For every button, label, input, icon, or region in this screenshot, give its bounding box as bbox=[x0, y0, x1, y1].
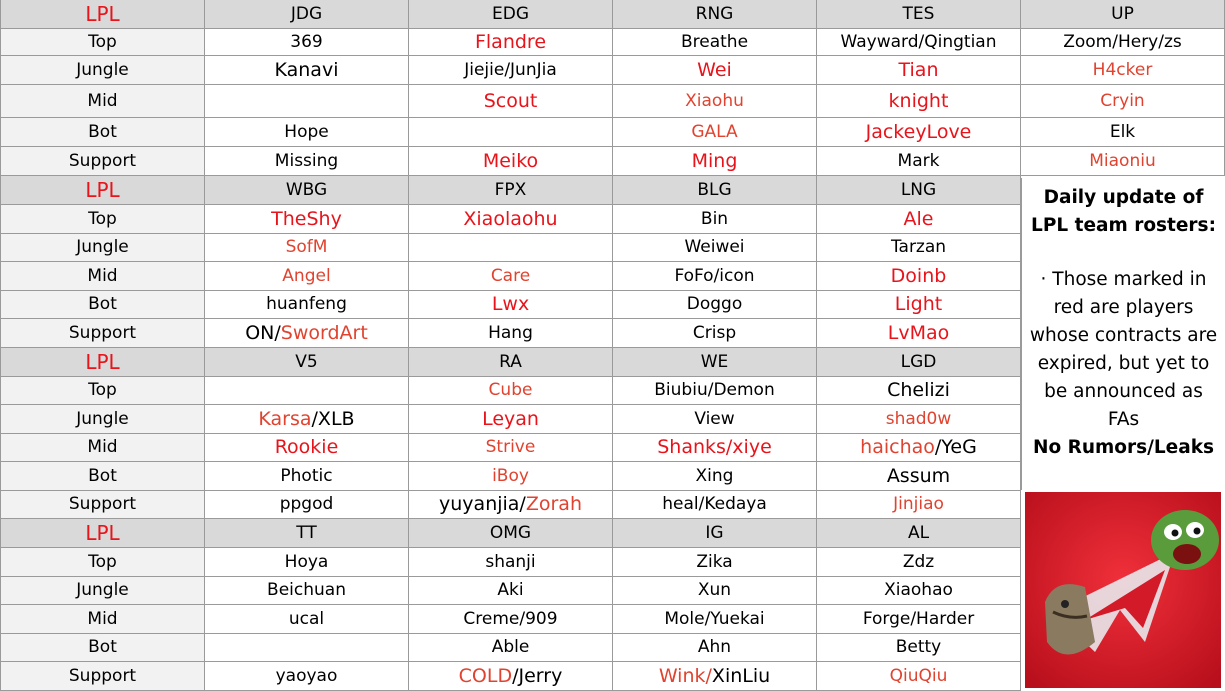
player-cell bbox=[817, 462, 1021, 491]
player-cell bbox=[409, 118, 613, 147]
role-label: Top bbox=[0, 205, 205, 234]
player-name: Shanks/xiye bbox=[657, 436, 772, 459]
player-name: 369 bbox=[290, 32, 323, 52]
role-label: Bot bbox=[0, 118, 205, 147]
player-cell bbox=[613, 147, 817, 176]
player-cell bbox=[409, 205, 613, 234]
player-cell bbox=[205, 319, 409, 348]
player-name: Karsa bbox=[258, 407, 312, 430]
player-cell bbox=[409, 548, 613, 577]
player-cell bbox=[613, 434, 817, 463]
player-name: Doggo bbox=[686, 294, 743, 315]
player-name: Miaoniu bbox=[1089, 151, 1156, 171]
player-cell bbox=[817, 405, 1021, 434]
league-label: LPL bbox=[0, 176, 205, 205]
player-cell bbox=[409, 491, 613, 520]
player-name: Hoya bbox=[284, 551, 329, 572]
player-name: Forge/Harder bbox=[862, 608, 975, 629]
player-name: QiuQiu bbox=[889, 665, 948, 686]
player-name: Zdz bbox=[902, 551, 935, 572]
player-name: Flandre bbox=[474, 31, 547, 53]
player-cell bbox=[613, 205, 817, 234]
roster-row bbox=[0, 29, 1225, 56]
player-cell bbox=[613, 56, 817, 85]
team-header: RNG bbox=[613, 0, 817, 29]
player-name: Betty bbox=[895, 637, 942, 658]
player-name: Xing bbox=[695, 465, 734, 486]
player-name: Scout bbox=[483, 90, 538, 112]
player-cell bbox=[409, 147, 613, 176]
player-cell bbox=[205, 634, 409, 663]
roster-row bbox=[0, 56, 1225, 85]
league-label: LPL bbox=[0, 0, 205, 29]
team-header: AL bbox=[817, 519, 1021, 548]
team-header: OMG bbox=[409, 519, 613, 548]
role-label: Top bbox=[0, 377, 205, 406]
team-header: TT bbox=[205, 519, 409, 548]
player-cell bbox=[613, 118, 817, 147]
player-cell bbox=[409, 262, 613, 291]
player-name: Hang bbox=[488, 322, 533, 343]
role-label: Support bbox=[0, 491, 205, 520]
player-cell bbox=[409, 85, 613, 118]
player-cell bbox=[205, 662, 409, 691]
player-cell bbox=[205, 377, 409, 406]
team-header: WE bbox=[613, 348, 817, 377]
player-name: Zika bbox=[696, 551, 733, 572]
team-header: RA bbox=[409, 348, 613, 377]
player-name: Breathe bbox=[680, 32, 749, 52]
player-cell bbox=[205, 234, 409, 263]
player-cell bbox=[205, 262, 409, 291]
player-cell bbox=[613, 462, 817, 491]
player-name: Rookie bbox=[274, 436, 339, 459]
player-cell bbox=[613, 405, 817, 434]
player-name: haichao bbox=[860, 436, 935, 459]
player-cell bbox=[817, 377, 1021, 406]
player-cell bbox=[817, 577, 1021, 606]
player-cell bbox=[817, 29, 1021, 56]
player-name: Chelizi bbox=[887, 379, 950, 402]
player-name: iBoy bbox=[492, 465, 529, 486]
player-name: ppgod bbox=[279, 494, 334, 515]
player-name: Angel bbox=[282, 265, 331, 286]
player-name: shad0w bbox=[885, 408, 952, 429]
role-label: Mid bbox=[0, 605, 205, 634]
team-header: JDG bbox=[205, 0, 409, 29]
player-cell bbox=[817, 634, 1021, 663]
player-name: Care bbox=[490, 265, 531, 286]
roster-row bbox=[0, 118, 1225, 147]
player-cell bbox=[205, 405, 409, 434]
team-header: BLG bbox=[613, 176, 817, 205]
player-cell bbox=[1021, 147, 1225, 176]
player-name: huanfeng bbox=[266, 294, 347, 315]
player-name: Wink/ bbox=[658, 664, 712, 687]
player-name: yaoyao bbox=[275, 665, 338, 686]
team-header: LNG bbox=[817, 176, 1021, 205]
player-name: Ahn bbox=[697, 637, 732, 658]
player-cell bbox=[205, 291, 409, 320]
player-name: Light bbox=[894, 293, 943, 316]
player-cell bbox=[409, 56, 613, 85]
league-label: LPL bbox=[0, 348, 205, 377]
player-cell bbox=[409, 634, 613, 663]
role-label: Mid bbox=[0, 262, 205, 291]
pepe-logo-image bbox=[1025, 492, 1221, 688]
player-name: Xiaohao bbox=[884, 580, 953, 601]
player-name: Elk bbox=[1109, 122, 1136, 142]
player-name: Jiejie/JunJia bbox=[464, 60, 557, 80]
team-header: EDG bbox=[409, 0, 613, 29]
player-cell bbox=[205, 605, 409, 634]
role-label: Jungle bbox=[0, 577, 205, 606]
player-name: /YeG bbox=[934, 436, 977, 459]
player-name: H4cker bbox=[1092, 60, 1153, 80]
player-cell bbox=[613, 605, 817, 634]
player-name: shanji bbox=[485, 551, 536, 572]
player-name: Bin bbox=[700, 208, 729, 229]
player-name: FoFo/icon bbox=[674, 265, 755, 286]
player-cell bbox=[817, 56, 1021, 85]
team-header: LGD bbox=[817, 348, 1021, 377]
role-label: Support bbox=[0, 319, 205, 348]
player-cell bbox=[817, 662, 1021, 691]
player-name: Crisp bbox=[692, 322, 737, 343]
note-title: Daily update of LPL team rosters: bbox=[1031, 187, 1216, 236]
player-cell bbox=[613, 29, 817, 56]
player-name: Xun bbox=[697, 580, 732, 601]
player-cell bbox=[613, 262, 817, 291]
player-name: Tian bbox=[898, 59, 939, 81]
player-cell bbox=[613, 577, 817, 606]
player-cell bbox=[409, 662, 613, 691]
player-cell bbox=[817, 234, 1021, 263]
team-header: FPX bbox=[409, 176, 613, 205]
player-cell bbox=[613, 319, 817, 348]
player-cell bbox=[409, 234, 613, 263]
player-cell bbox=[409, 319, 613, 348]
player-cell bbox=[409, 405, 613, 434]
player-cell bbox=[205, 118, 409, 147]
player-name: ON/ bbox=[245, 321, 281, 344]
player-name: View bbox=[694, 408, 735, 429]
player-cell bbox=[409, 577, 613, 606]
player-name: Leyan bbox=[482, 407, 539, 430]
player-cell bbox=[205, 85, 409, 118]
player-name: yuyanjia/ bbox=[439, 493, 526, 516]
player-cell bbox=[1021, 118, 1225, 147]
player-cell bbox=[817, 434, 1021, 463]
player-cell bbox=[1021, 85, 1225, 118]
player-name: JackeyLove bbox=[865, 121, 972, 143]
player-name: Tarzan bbox=[890, 237, 947, 258]
player-cell bbox=[205, 147, 409, 176]
player-cell bbox=[613, 491, 817, 520]
role-label: Jungle bbox=[0, 56, 205, 85]
section-header-row bbox=[0, 0, 1225, 29]
player-name: Kanavi bbox=[274, 59, 339, 81]
player-name: Ming bbox=[691, 150, 738, 172]
team-header: UP bbox=[1021, 0, 1225, 29]
player-name: Photic bbox=[280, 465, 333, 486]
player-name: ucal bbox=[288, 608, 325, 629]
player-cell bbox=[205, 56, 409, 85]
role-label: Jungle bbox=[0, 234, 205, 263]
player-name: Cryin bbox=[1100, 91, 1145, 111]
player-name: Wayward/Qingtian bbox=[840, 32, 997, 52]
player-name: Missing bbox=[274, 151, 339, 171]
player-cell bbox=[817, 147, 1021, 176]
player-name: Jinjiao bbox=[893, 494, 944, 515]
player-cell bbox=[817, 205, 1021, 234]
player-cell bbox=[613, 662, 817, 691]
player-name: SwordArt bbox=[280, 321, 368, 344]
player-name: Wei bbox=[697, 59, 732, 81]
player-name: Mole/Yuekai bbox=[664, 608, 765, 629]
player-cell bbox=[205, 462, 409, 491]
player-name: Weiwei bbox=[684, 237, 745, 258]
player-name: Strive bbox=[485, 437, 536, 458]
player-name: Xiaohu bbox=[685, 91, 744, 111]
player-name: Cube bbox=[488, 380, 533, 401]
player-name: Assum bbox=[886, 464, 951, 487]
note-footer: No Rumors/Leaks bbox=[1032, 437, 1215, 458]
roster-row bbox=[0, 147, 1225, 176]
player-cell bbox=[613, 377, 817, 406]
team-header: IG bbox=[613, 519, 817, 548]
player-cell bbox=[205, 434, 409, 463]
player-name: Aki bbox=[497, 580, 524, 601]
team-header: WBG bbox=[205, 176, 409, 205]
player-name: Zoom/Hery/zs bbox=[1063, 32, 1182, 52]
player-cell bbox=[409, 29, 613, 56]
player-cell bbox=[613, 634, 817, 663]
role-label: Support bbox=[0, 147, 205, 176]
role-label: Top bbox=[0, 29, 205, 56]
role-label: Bot bbox=[0, 634, 205, 663]
player-name: GALA bbox=[691, 122, 738, 142]
player-name: Able bbox=[491, 637, 530, 658]
player-name: Hope bbox=[284, 122, 329, 142]
player-cell bbox=[613, 548, 817, 577]
player-cell bbox=[205, 577, 409, 606]
player-cell bbox=[613, 234, 817, 263]
player-name: heal/Kedaya bbox=[662, 494, 767, 515]
player-cell bbox=[817, 118, 1021, 147]
player-cell bbox=[1021, 56, 1225, 85]
player-cell bbox=[409, 605, 613, 634]
player-name: Beichuan bbox=[267, 580, 346, 601]
player-name: TheShy bbox=[271, 207, 342, 230]
player-cell bbox=[817, 548, 1021, 577]
player-cell bbox=[613, 85, 817, 118]
player-cell bbox=[409, 377, 613, 406]
team-header: TES bbox=[817, 0, 1021, 29]
player-cell bbox=[817, 85, 1021, 118]
player-cell bbox=[205, 548, 409, 577]
player-cell bbox=[1021, 29, 1225, 56]
player-name: Meiko bbox=[482, 150, 539, 172]
player-cell bbox=[205, 205, 409, 234]
player-name: Biubiu/Demon bbox=[654, 380, 775, 401]
role-label: Bot bbox=[0, 291, 205, 320]
player-name: /XLB bbox=[311, 407, 355, 430]
role-label: Bot bbox=[0, 462, 205, 491]
player-cell bbox=[409, 291, 613, 320]
player-name: knight bbox=[888, 90, 949, 112]
player-cell bbox=[817, 605, 1021, 634]
role-label: Mid bbox=[0, 85, 205, 118]
player-name: Xiaolaohu bbox=[463, 207, 558, 230]
player-cell bbox=[205, 29, 409, 56]
player-cell bbox=[409, 434, 613, 463]
player-name: XinLiu bbox=[711, 664, 771, 687]
player-name: Ale bbox=[903, 207, 934, 230]
note-body: · Those marked in red are players whose contracts are expired, but yet to be announced as FAs bbox=[1029, 269, 1218, 430]
player-cell bbox=[205, 491, 409, 520]
role-label: Jungle bbox=[0, 405, 205, 434]
player-cell bbox=[817, 319, 1021, 348]
player-name: Creme/909 bbox=[463, 608, 558, 629]
player-name: Zorah bbox=[525, 493, 582, 516]
player-name: LvMao bbox=[887, 321, 950, 344]
team-header: V5 bbox=[205, 348, 409, 377]
player-cell bbox=[817, 262, 1021, 291]
player-name: COLD bbox=[458, 664, 513, 687]
roster-row bbox=[0, 85, 1225, 118]
update-note bbox=[1021, 178, 1225, 490]
player-cell bbox=[817, 291, 1021, 320]
role-label: Support bbox=[0, 662, 205, 691]
role-label: Mid bbox=[0, 434, 205, 463]
league-label: LPL bbox=[0, 519, 205, 548]
player-cell bbox=[817, 491, 1021, 520]
player-name: Doinb bbox=[890, 264, 947, 287]
role-label: Top bbox=[0, 548, 205, 577]
player-name: /Jerry bbox=[512, 664, 563, 687]
player-cell bbox=[409, 462, 613, 491]
player-name: SofM bbox=[285, 237, 328, 258]
player-name: Lwx bbox=[491, 293, 530, 316]
player-cell bbox=[613, 291, 817, 320]
player-name: Mark bbox=[897, 151, 940, 171]
